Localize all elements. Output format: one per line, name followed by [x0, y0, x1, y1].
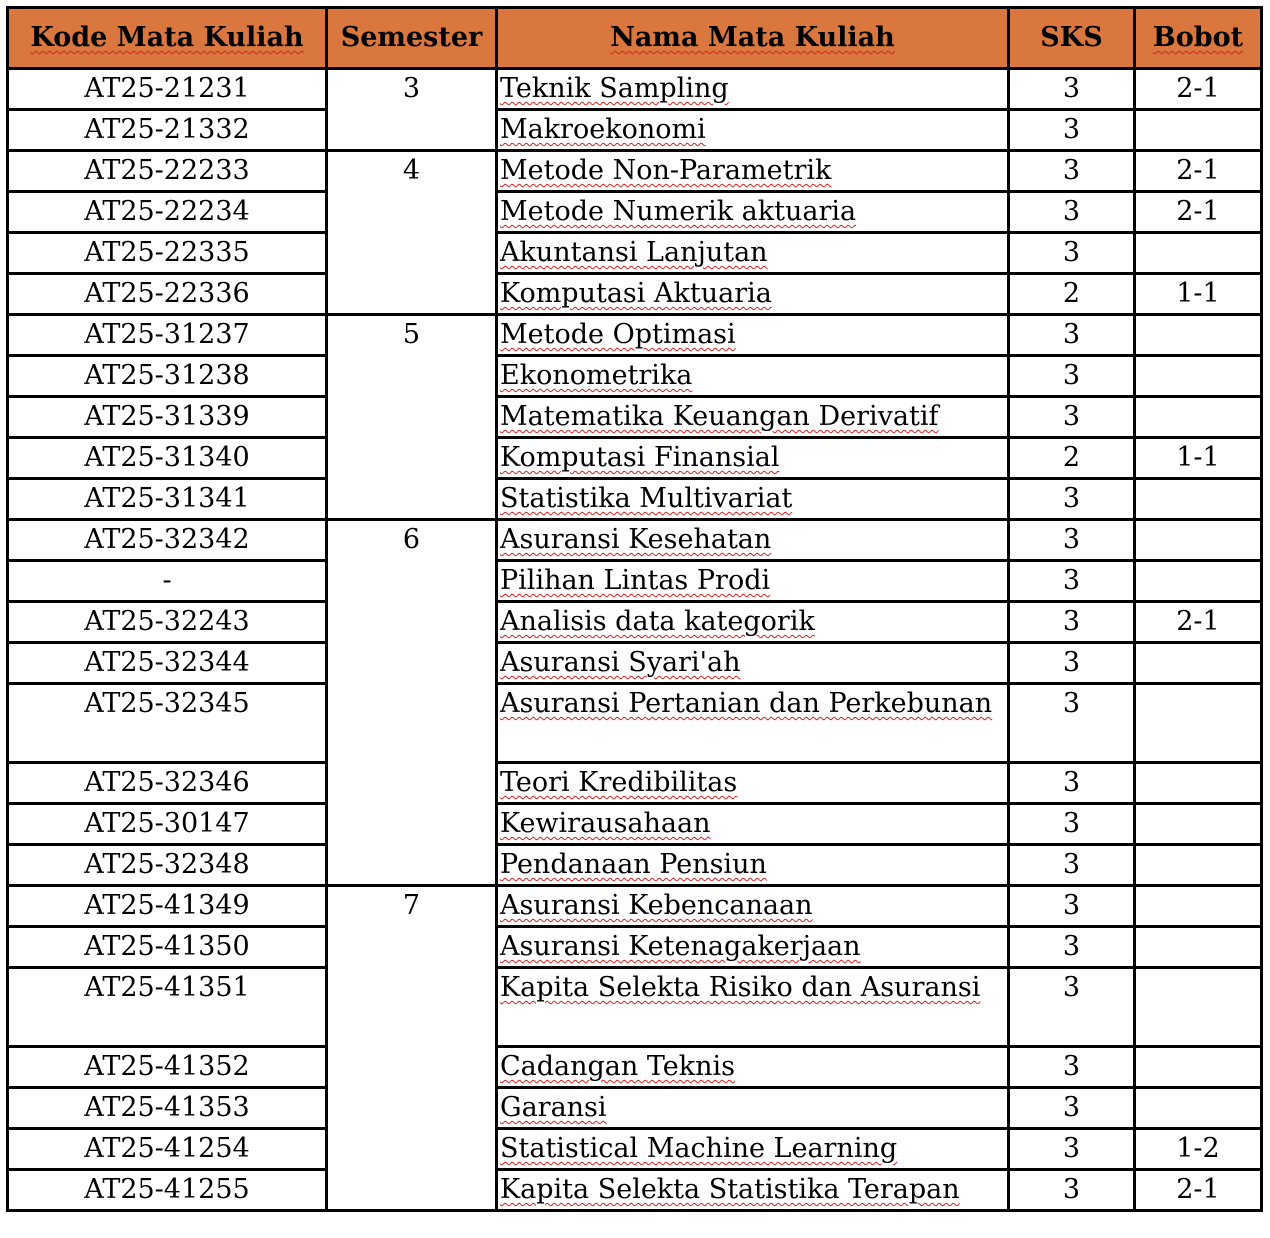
- table-row: [8, 968, 1262, 1047]
- header-sks: SKS: [1009, 8, 1135, 69]
- course-name: Matematika Keuangan Derivatif: [497, 397, 1009, 438]
- table-row: [8, 886, 1262, 927]
- course-code: AT25-41350: [8, 927, 327, 968]
- course-name: Metode Numerik aktuaria: [497, 192, 1009, 233]
- course-bobot: 1-1: [1135, 274, 1262, 315]
- course-name: Komputasi Aktuaria: [497, 274, 1009, 315]
- course-sks: 3: [1009, 233, 1135, 274]
- course-code: AT25-32345: [8, 684, 327, 763]
- semester-cell: 6: [327, 520, 497, 886]
- course-sks: 3: [1009, 845, 1135, 886]
- course-sks: 3: [1009, 479, 1135, 520]
- course-code: AT25-41255: [8, 1170, 327, 1211]
- table-row: [8, 1129, 1262, 1170]
- table-row: [8, 602, 1262, 643]
- course-name: Kapita Selekta Risiko dan Asuransi: [497, 968, 1009, 1047]
- course-bobot: [1135, 968, 1262, 1047]
- course-name: Kewirausahaan: [497, 804, 1009, 845]
- table-row: [8, 520, 1262, 561]
- course-sks: 3: [1009, 315, 1135, 356]
- course-name: Asuransi Syari'ah: [497, 643, 1009, 684]
- course-bobot: [1135, 479, 1262, 520]
- course-bobot: 2-1: [1135, 602, 1262, 643]
- course-name: Metode Non-Parametrik: [497, 151, 1009, 192]
- table-row: [8, 804, 1262, 845]
- course-code: AT25-22335: [8, 233, 327, 274]
- table-row: [8, 233, 1262, 274]
- course-sks: 3: [1009, 110, 1135, 151]
- course-name: Statistika Multivariat: [497, 479, 1009, 520]
- course-sks: 3: [1009, 602, 1135, 643]
- course-sks: 3: [1009, 397, 1135, 438]
- table-row: [8, 479, 1262, 520]
- header-row: [8, 8, 1262, 69]
- table-row: [8, 151, 1262, 192]
- course-bobot: [1135, 927, 1262, 968]
- course-sks: 2: [1009, 438, 1135, 479]
- course-sks: 3: [1009, 763, 1135, 804]
- course-bobot: [1135, 1088, 1262, 1129]
- course-bobot: [1135, 520, 1262, 561]
- course-sks: 3: [1009, 1129, 1135, 1170]
- course-bobot: [1135, 356, 1262, 397]
- course-name: Komputasi Finansial: [497, 438, 1009, 479]
- semester-cell: 4: [327, 151, 497, 315]
- course-table: [6, 6, 1263, 1212]
- course-name: Statistical Machine Learning: [497, 1129, 1009, 1170]
- course-name: Teori Kredibilitas: [497, 763, 1009, 804]
- course-bobot: 1-2: [1135, 1129, 1262, 1170]
- semester-cell: 5: [327, 315, 497, 520]
- table-row: [8, 561, 1262, 602]
- course-code: AT25-32243: [8, 602, 327, 643]
- course-code: AT25-22234: [8, 192, 327, 233]
- course-sks: 3: [1009, 192, 1135, 233]
- course-name: Cadangan Teknis: [497, 1047, 1009, 1088]
- course-sks: 3: [1009, 684, 1135, 763]
- course-bobot: [1135, 886, 1262, 927]
- course-name: Akuntansi Lanjutan: [497, 233, 1009, 274]
- course-bobot: 2-1: [1135, 192, 1262, 233]
- course-code: AT25-22233: [8, 151, 327, 192]
- course-bobot: [1135, 804, 1262, 845]
- table-row: [8, 643, 1262, 684]
- table-row: [8, 927, 1262, 968]
- course-bobot: [1135, 397, 1262, 438]
- course-sks: 3: [1009, 927, 1135, 968]
- table-row: [8, 192, 1262, 233]
- course-code: AT25-32348: [8, 845, 327, 886]
- course-code: AT25-41349: [8, 886, 327, 927]
- course-code: AT25-31340: [8, 438, 327, 479]
- course-sks: 2: [1009, 274, 1135, 315]
- table-row: [8, 356, 1262, 397]
- semester-cell: 7: [327, 886, 497, 1211]
- course-sks: 3: [1009, 520, 1135, 561]
- course-code: AT25-32344: [8, 643, 327, 684]
- course-code: AT25-32346: [8, 763, 327, 804]
- course-code: AT25-31341: [8, 479, 327, 520]
- course-bobot: 2-1: [1135, 69, 1262, 110]
- course-sks: 3: [1009, 643, 1135, 684]
- course-bobot: [1135, 233, 1262, 274]
- course-name: Asuransi Kebencanaan: [497, 886, 1009, 927]
- course-name: Garansi: [497, 1088, 1009, 1129]
- table-row: [8, 274, 1262, 315]
- table-row: [8, 397, 1262, 438]
- header-semester: Semester: [327, 8, 497, 69]
- course-name: Kapita Selekta Statistika Terapan: [497, 1170, 1009, 1211]
- course-sks: 3: [1009, 561, 1135, 602]
- course-name: Makroekonomi: [497, 110, 1009, 151]
- course-code: AT25-41254: [8, 1129, 327, 1170]
- header-bobot: Bobot: [1135, 8, 1262, 69]
- course-code: AT25-31238: [8, 356, 327, 397]
- course-bobot: [1135, 763, 1262, 804]
- course-code: AT25-31237: [8, 315, 327, 356]
- course-sks: 3: [1009, 69, 1135, 110]
- course-bobot: 2-1: [1135, 1170, 1262, 1211]
- course-bobot: [1135, 561, 1262, 602]
- table-row: [8, 684, 1262, 763]
- course-name: Pilihan Lintas Prodi: [497, 561, 1009, 602]
- course-sks: 3: [1009, 356, 1135, 397]
- table-row: [8, 69, 1262, 110]
- semester-cell: 3: [327, 69, 497, 151]
- table-row: [8, 1088, 1262, 1129]
- course-code: AT25-21332: [8, 110, 327, 151]
- table-row: [8, 315, 1262, 356]
- course-sks: 3: [1009, 1170, 1135, 1211]
- course-bobot: [1135, 845, 1262, 886]
- course-sks: 3: [1009, 804, 1135, 845]
- course-sks: 3: [1009, 886, 1135, 927]
- course-sks: 3: [1009, 151, 1135, 192]
- course-sks: 3: [1009, 968, 1135, 1047]
- course-bobot: [1135, 315, 1262, 356]
- course-code: AT25-22336: [8, 274, 327, 315]
- course-code: AT25-32342: [8, 520, 327, 561]
- course-bobot: [1135, 110, 1262, 151]
- course-name: Analisis data kategorik: [497, 602, 1009, 643]
- course-bobot: [1135, 643, 1262, 684]
- course-sks: 3: [1009, 1047, 1135, 1088]
- course-code: AT25-41353: [8, 1088, 327, 1129]
- table-row: [8, 110, 1262, 151]
- course-name: Asuransi Kesehatan: [497, 520, 1009, 561]
- table-row: [8, 1170, 1262, 1211]
- table-row: [8, 763, 1262, 804]
- course-code: AT25-31339: [8, 397, 327, 438]
- course-name: Asuransi Ketenagakerjaan: [497, 927, 1009, 968]
- course-bobot: [1135, 684, 1262, 763]
- header-name: Nama Mata Kuliah: [497, 8, 1009, 69]
- course-bobot: [1135, 1047, 1262, 1088]
- course-code: AT25-41351: [8, 968, 327, 1047]
- course-name: Teknik Sampling: [497, 69, 1009, 110]
- course-name: Asuransi Pertanian dan Perkebunan: [497, 684, 1009, 763]
- course-code: AT25-30147: [8, 804, 327, 845]
- table-row: [8, 438, 1262, 479]
- course-code: AT25-21231: [8, 69, 327, 110]
- course-bobot: 1-1: [1135, 438, 1262, 479]
- header-code: Kode Mata Kuliah: [8, 8, 327, 69]
- course-name: Ekonometrika: [497, 356, 1009, 397]
- course-bobot: 2-1: [1135, 151, 1262, 192]
- course-code: -: [8, 561, 327, 602]
- course-code: AT25-41352: [8, 1047, 327, 1088]
- table-row: [8, 845, 1262, 886]
- course-name: Metode Optimasi: [497, 315, 1009, 356]
- course-sks: 3: [1009, 1088, 1135, 1129]
- course-name: Pendanaan Pensiun: [497, 845, 1009, 886]
- table-row: [8, 1047, 1262, 1088]
